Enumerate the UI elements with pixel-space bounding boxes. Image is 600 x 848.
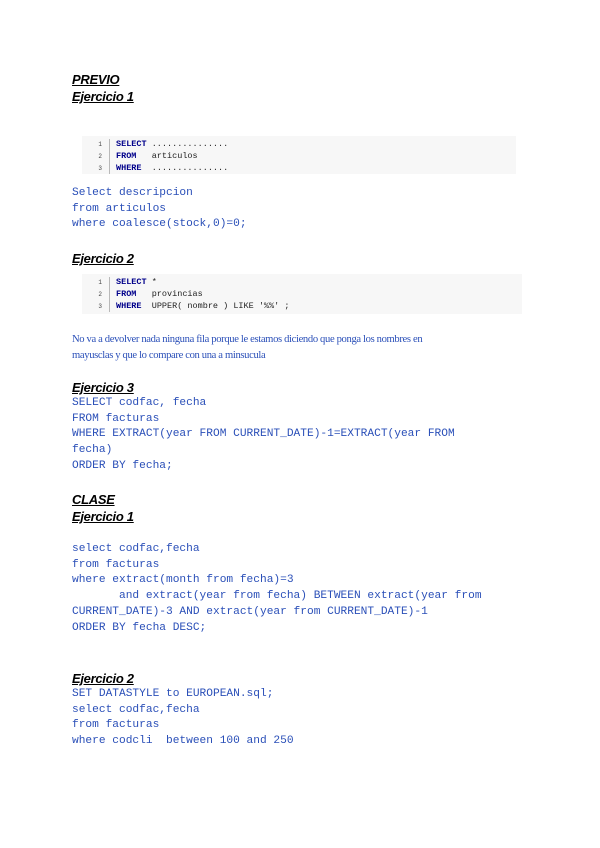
snippet-line: 2 FROM articulos — [98, 150, 198, 161]
exercise-title: Ejercicio 1 — [72, 509, 134, 524]
explanation-text: No va a devolver nada ninguna fila porque le estamos diciendo que ponga los nombres en mayusclas y que lo compare con una a minsucula — [72, 334, 423, 361]
exercise-title: Ejercicio 2 — [72, 671, 134, 686]
code-snippet-image — [82, 136, 516, 174]
exercise-title: Ejercicio 2 — [72, 251, 134, 266]
section-title-clase: CLASE — [72, 492, 115, 507]
sql-answer: SET DATASTYLE to EUROPEAN.sql; select codfac,fecha from facturas where codcli between 100 and 250 — [72, 688, 294, 748]
code-snippet-image — [82, 274, 522, 314]
exercise-title: Ejercicio 1 — [72, 89, 134, 104]
snippet-line: 2 FROM provincias — [98, 288, 203, 299]
sql-answer: SELECT codfac, fecha FROM facturas WHERE EXTRACT(year FROM CURRENT_DATE)-1=EXTRACT(year FROM fecha) ORDER BY fecha; — [72, 397, 455, 472]
section-title-previo: PREVIO — [72, 72, 120, 87]
snippet-line: 1 SELECT ............... — [98, 139, 229, 149]
sql-answer: Select descripcion from articulos where coalesce(stock,0)=0; — [72, 187, 247, 231]
snippet-line: 3 WHERE UPPER( nombre ) LIKE '%%' ; — [98, 300, 290, 311]
snippet-line: 1 SELECT * — [98, 277, 157, 287]
exercise-title: Ejercicio 3 — [72, 380, 134, 395]
sql-answer: select codfac,fecha from facturas where extract(month from fecha)=3 and extract(year from fecha) BETWEEN extract(year from CURRENT_DATE)-3 AND extract(year from CURRENT_DATE)-1 ORDER BY fecha DESC; — [72, 543, 482, 634]
snippet-line: 3 WHERE ............... — [98, 162, 229, 173]
